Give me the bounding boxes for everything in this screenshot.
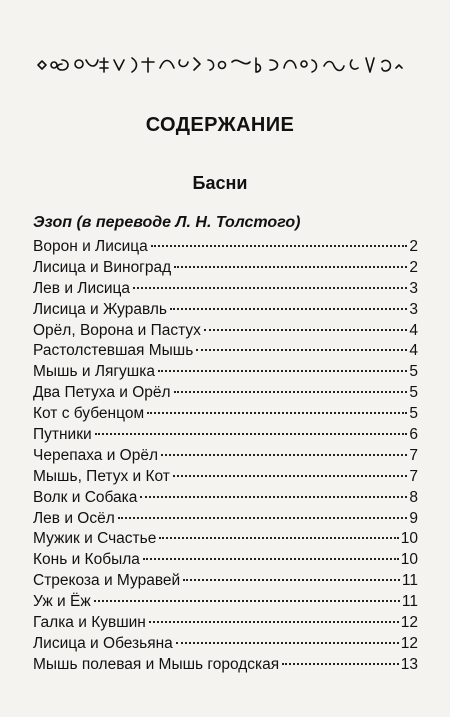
toc-entry-title: Лев и Осёл [33,509,115,527]
toc-entry-page-number: 12 [400,614,418,632]
toc-entry-page-number: 9 [409,509,418,527]
page-title: СОДЕРЖАНИЕ [145,114,295,136]
dot-leader [174,391,408,393]
toc-entry-page-number: 2 [409,258,418,276]
dot-leader [174,266,407,268]
dot-leader [183,579,400,581]
toc-entry-title: Лисица и Виноград [33,258,172,276]
dot-leader [147,412,407,414]
toc-entry-page-number: 11 [401,593,418,611]
dot-leader [140,496,407,498]
toc-entry [33,529,418,550]
dot-leader [173,475,408,477]
toc-entry-page-number: 5 [409,384,418,402]
toc-entry-title: Уж и Ёж [33,593,91,611]
toc-entry-page-number: 4 [409,321,418,339]
toc-entry-page-number: 3 [409,279,418,297]
toc-entry-page-number: 2 [409,238,418,255]
toc-entry-title: Мышь и Лягушка [33,363,155,381]
toc-entry-title: Путники [33,426,92,444]
author-section-title: Эзоп (в переводе Л. Н. Толстого) [33,214,301,231]
toc-entry [33,383,418,404]
toc-entry [33,592,418,613]
dot-leader [149,621,399,623]
toc-entry-page-number: 12 [400,634,418,652]
dot-leader [282,663,399,665]
toc-entry [33,237,418,258]
toc-entry-page-number: 13 [400,655,418,673]
toc-entry-title: Два Петуха и Орёл [33,384,171,402]
toc-entry-page-number: 6 [409,426,418,444]
toc-entry [33,404,418,425]
toc-entry-page-number: 10 [400,530,418,548]
dot-leader [204,329,407,331]
dot-leader [151,245,408,247]
toc-entry-title: Мышь полевая и Мышь городская [33,655,280,673]
toc-entry-page-number: 4 [409,342,418,360]
toc-entry [33,550,418,571]
dot-leader [133,287,407,289]
toc-entry-title: Лисица и Журавль [33,300,167,318]
toc-entry [33,258,418,279]
dot-leader [176,642,399,644]
toc-entry-page-number: 3 [409,300,418,318]
dot-leader [159,537,398,539]
toc-entry [33,571,418,592]
decorative-ornament-border [34,50,404,80]
toc-entry-page-number: 7 [409,446,418,464]
table-of-contents-list [33,237,418,676]
toc-entry [33,467,418,488]
toc-entry-page-number: 5 [409,363,418,381]
dot-leader [118,517,408,519]
dot-leader [170,308,407,310]
toc-entry-title: Конь и Кобыла [33,551,140,569]
dot-leader [95,433,408,435]
dot-leader [161,454,407,456]
toc-entry-page-number: 11 [401,572,418,590]
dot-leader [196,349,407,351]
toc-entry-title: Ворон и Лисица [33,238,148,255]
toc-entry [33,509,418,530]
toc-entry-title: Кот с бубенцом [33,405,145,423]
toc-entry [33,446,418,467]
toc-entry [33,300,418,321]
toc-entry-title: Галка и Кувшин [33,614,146,632]
toc-entry-title: Орёл, Ворона и Пастух [33,321,201,339]
toc-entry [33,613,418,634]
toc-entry-title: Стрекоза и Муравей [33,572,181,590]
toc-entry [33,425,418,446]
toc-entry-page-number: 7 [409,467,418,485]
toc-entry-title: Растолстевшая Мышь [33,342,194,360]
toc-entry-page-number: 10 [400,551,418,569]
toc-entry-title: Лев и Лисица [33,279,131,297]
toc-entry [33,341,418,362]
toc-entry-title: Волк и Собака [33,488,138,506]
toc-entry-title: Мышь, Петух и Кот [33,467,170,485]
toc-entry [33,362,418,383]
toc-entry [33,655,418,676]
toc-entry [33,279,418,300]
toc-entry-title: Лисица и Обезьяна [33,634,173,652]
toc-entry [33,488,418,509]
toc-entry [33,634,418,655]
toc-entry-page-number: 8 [409,488,418,506]
section-heading: Басни [192,173,248,193]
dot-leader [94,600,400,602]
toc-entry-page-number: 5 [409,405,418,423]
toc-entry [33,321,418,342]
toc-entry-title: Черепаха и Орёл [33,446,159,464]
toc-entry-title: Мужик и Счастье [33,530,157,548]
dot-leader [143,558,399,560]
dot-leader [158,370,407,372]
